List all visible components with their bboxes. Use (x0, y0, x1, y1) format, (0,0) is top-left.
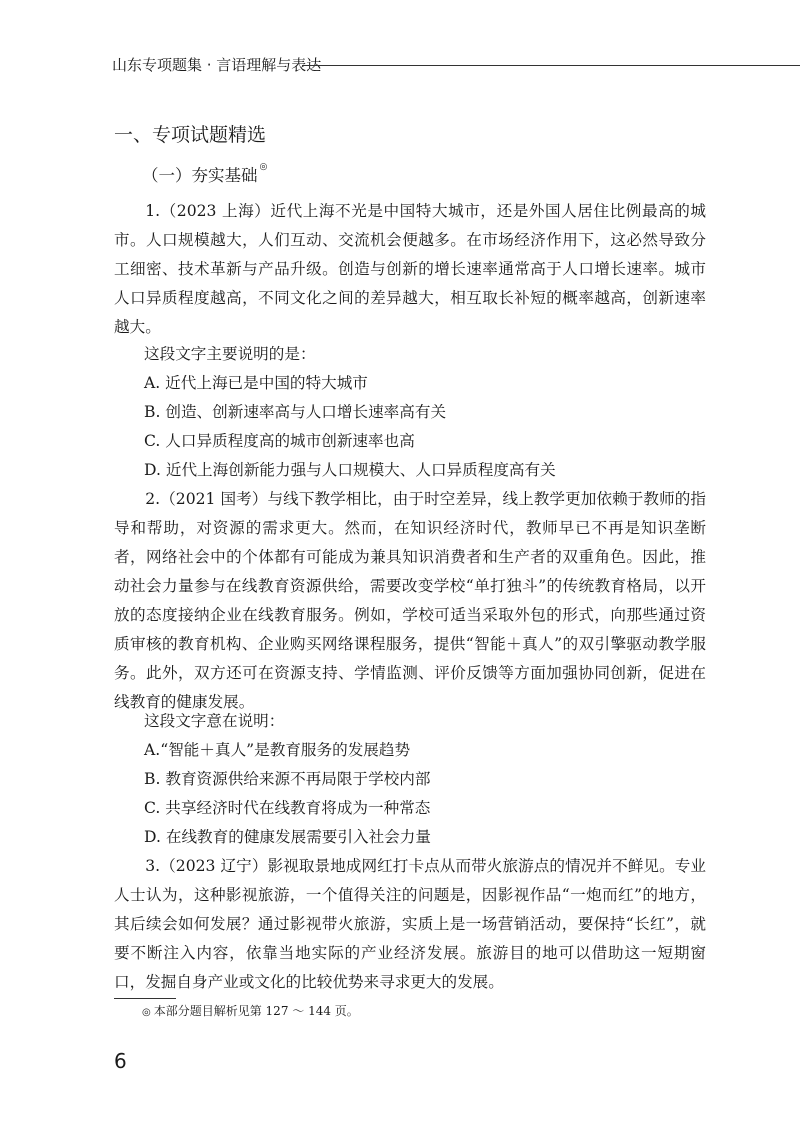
sub-title-text: （一）夯实基础 (142, 166, 258, 185)
header-title: 山东专项题集 · 言语理解与表达 (112, 56, 322, 74)
question-2-option-c: C. 共享经济时代在线教育将成为一种常态 (144, 799, 431, 817)
footnote-text: 本部分题目解析见第 127 ～ 144 页。 (153, 1004, 359, 1018)
question-1-option-a: A. 近代上海已是中国的特大城市 (144, 374, 368, 392)
running-header (112, 52, 732, 82)
question-1-option-d: D. 近代上海创新能力强与人口规模大、人口异质程度高有关 (144, 461, 556, 479)
page-number: 6 (114, 1049, 127, 1073)
question-1-stem: 1.（2023 上海）近代上海不光是中国特大城市，还是外国人居住比例最高的城市。人口规模越大，人们互动、交流机会便越多。在市场经济作用下，这必然导致分工细密、技术革新与产品升级。创造与创新的增长速率通常高于人口增长速率。城市人口异质程度越高，不同文化之间的差异越大，相互取长补短的概率越高，创新速率越大。 (114, 202, 706, 336)
section-title: 一、专项试题精选 (114, 124, 267, 146)
question-2-option-d: D. 在线教育的健康发展需要引入社会力量 (144, 828, 431, 846)
sub-title (142, 162, 267, 186)
footnote-rule (114, 998, 176, 999)
question-1-prompt: 这段文字主要说明的是： (144, 345, 316, 363)
question-2-option-a: A.“智能＋真人”是教育服务的发展趋势 (144, 741, 411, 759)
question-3-stem: 3.（2023 辽宁）影视取景地成网红打卡点从而带火旅游点的情况并不鲜见。专业人士认为，这种影视旅游，一个值得关注的问题是，因影视作品“一炮而红”的地方，其后续会如何发展？通过影视带火旅游，实质上是一场营销活动，要保持“长红”，就要不断注入内容，依靠当地实际的产业经济发展。旅游目的地可以借助这一短期窗口，发掘自身产业或文化的比较优势来寻求更大的发展。 (114, 857, 706, 991)
question-2-option-b: B. 教育资源供给来源不再局限于学校内部 (144, 770, 431, 788)
question-1-option-c: C. 人口异质程度高的城市创新速率也高 (144, 432, 415, 450)
question-1-option-b: B. 创造、创新速率高与人口增长速率高有关 (144, 403, 447, 421)
sub-title-mark: ◎ (259, 162, 268, 172)
header-rule (302, 65, 800, 66)
question-2-prompt: 这段文字意在说明： (144, 712, 285, 730)
footnote-mark: ◎ (142, 1007, 151, 1018)
question-2-stem: 2.（2021 国考）与线下教学相比，由于时空差异，线上教学更加依赖于教师的指导和帮助，对资源的需求更大。然而，在知识经济时代，教师早已不再是知识垄断者，网络社会中的个体都有可能成为兼具知识消费者和生产者的双重角色。因此，推动社会力量参与在线教育资源供给，需要改变学校“单打独斗”的传统教育格局，以开放的态度接纳企业在线教育服务。例如，学校可适当采取外包的形式，向那些通过资质审核的教育机构、企业购买网络课程服务，提供“智能＋真人”的双引擎驱动教学服务。此外，双方还可在资源支持、学情监测、评价反馈等方面加强协同创新，促进在线教育的健康发展。 (114, 490, 706, 711)
footnote (142, 1002, 359, 1019)
